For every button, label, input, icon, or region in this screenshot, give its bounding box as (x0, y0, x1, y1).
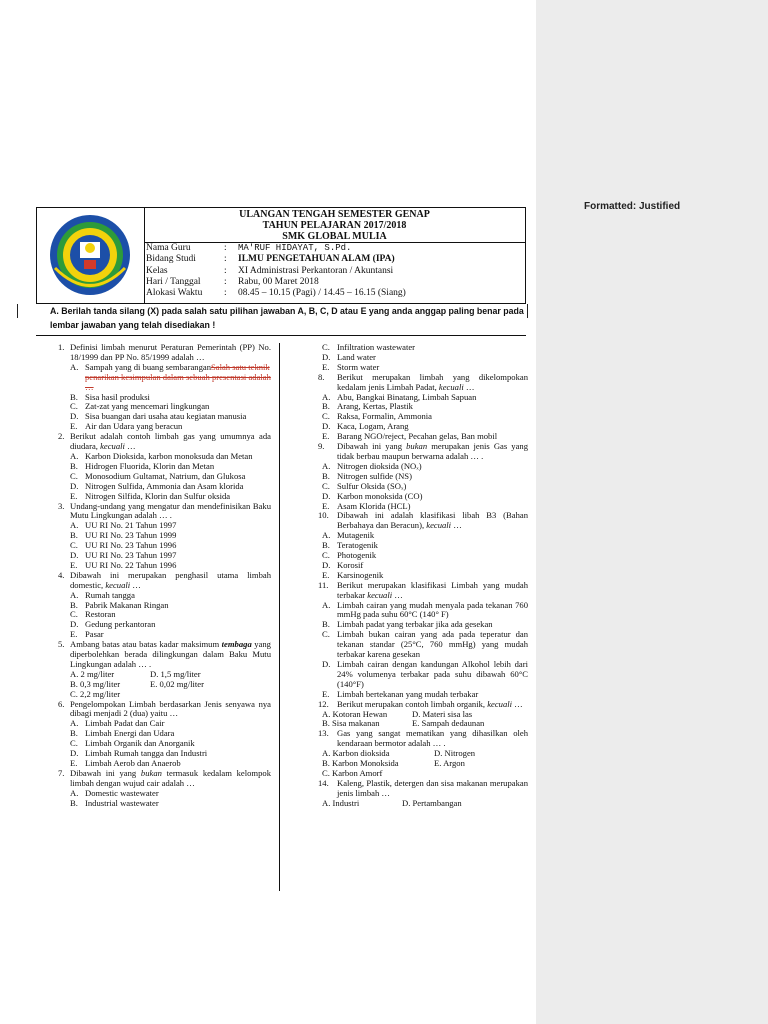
option-text: Industrial wastewater (85, 797, 159, 808)
questions-right-column (318, 343, 528, 809)
question-text-end: yang diperbolehkan berada dilingkungan dalam Baku Mutu Lingkungan adalah … . (70, 639, 271, 669)
question-text: Undang-undang yang mengatur dan mendefinisikan Baku Mutu Lingkungan adalah … . (70, 500, 271, 521)
option-b[interactable]: B. Sisa makanan (322, 718, 380, 729)
option-b[interactable]: B. Sisa hasil produksi (70, 391, 150, 402)
option-a[interactable]: A. Rumah tangga (70, 589, 135, 600)
option-a[interactable]: A. Mutagenik (322, 530, 375, 541)
option-text: Gedung perkantoran (85, 619, 156, 630)
option-text: Infiltration wastewater (337, 342, 416, 352)
question-10 (318, 511, 528, 531)
question-7 (58, 769, 271, 789)
option-text: Limbah bertekanan yang mudah terbakar (337, 688, 479, 699)
option-text: Teratogenik (337, 540, 378, 551)
question-1 (58, 343, 271, 363)
formatting-comment[interactable]: Formatted: Justified (584, 201, 681, 212)
question-number: 6. (58, 698, 65, 709)
header-titles (144, 208, 525, 242)
text-cursor-marker (17, 304, 18, 318)
option-c[interactable]: C. Limbah Organik dan Anorganik (70, 738, 195, 749)
option-c[interactable]: C. Raksa, Formalin, Ammonia (322, 411, 433, 422)
option-a[interactable]: A. Nitrogen dioksida (NOₓ) (322, 460, 422, 471)
option-e[interactable]: E. Sampah dedaunan (412, 718, 485, 729)
option-text: UU RI No. 23 Tahun 1997 (85, 550, 177, 561)
option-e[interactable]: E. Asam Klorida (HCL) (322, 500, 411, 511)
option-e[interactable]: E. Storm water (322, 361, 380, 372)
option-row (322, 799, 528, 809)
question-text: Berikut merupakan limbah yang dikelompokan kedalam jenis Limbah Padat, (337, 371, 528, 392)
option-text: Limbah cairan yang mudah menyala pada tekanan 760 mmHg pada suhu 60°C (140° F) (337, 599, 528, 620)
option-text: Sisa hasil produksi (85, 391, 150, 402)
option-text: Restoran (85, 609, 116, 620)
school-logo (37, 208, 144, 303)
question-3 (58, 502, 271, 522)
option-text: Limbah bukan cairan yang ada pada teperatur dan tekanan standar (25°C, 760 mmHg) yang mudah terbakar karena gesekan (337, 629, 528, 660)
option-c[interactable]: C. Limbah bukan cairan yang ada pada teperatur dan tekanan standar (25°C, 760 mmHg) yang mudah terbakar karena gesekan (322, 629, 528, 660)
option-a[interactable]: A. Limbah Padat dan Cair (70, 718, 165, 729)
instruction-text: A. Berilah tanda silang (X) pada salah satu pilihan jawaban A, B, C, D atau E yang anda anggap paling benar pada lembar jawaban yang telah disediakan ! (50, 306, 524, 330)
exam-header (36, 207, 526, 304)
meta-label: Bidang Studi (146, 254, 196, 265)
meta-colon: : (224, 288, 227, 299)
questions-left-column (58, 343, 271, 809)
option-text: Limbah cairan dengan kandungan Alkohol lebih dari 24% volumenya terbakar pada suhu dibawah 60°C (140°F) (337, 659, 528, 689)
option-text: UU RI No. 23 Tahun 1999 (85, 530, 177, 541)
question-number: 5. (58, 639, 65, 650)
option-a[interactable]: A. Industri (322, 797, 360, 808)
option-a[interactable]: A. Abu, Bangkai Binatang, Limbah Sapuan (322, 391, 477, 402)
question-text-end: … (392, 589, 403, 600)
question-emphasis: tembaga (221, 639, 252, 650)
option-a[interactable]: A. Domestic wastewater (70, 787, 159, 798)
option-d[interactable]: D. Nitrogen (434, 748, 476, 759)
option-b[interactable]: B. Arang, Kertas, Plastik (322, 401, 413, 412)
deleted-revision-text: Salah satu teknik penarikan kesimpulan dalam sebuah presentasi adalah … (85, 361, 271, 392)
option-text: Kaca, Logam, Arang (337, 421, 409, 432)
option-text: Asam Klorida (HCL) (337, 500, 411, 511)
question-6 (58, 700, 271, 720)
option-d[interactable]: D. Limbah cairan dengan kandungan Alkohol lebih dari 24% volumenya terbakar pada suhu dibawah 60°C (140°F) (322, 659, 528, 689)
question-text: Dibawah ini yang (337, 441, 407, 452)
question-emphasis: bukan (140, 767, 162, 778)
option-e[interactable]: E. 0,02 mg/liter (150, 678, 204, 689)
question-text-end: termasuk kedalam kelompok limbah dengan wujud cair adalah … (70, 767, 271, 788)
option-b[interactable]: B. Nitrogen sulfide (NS) (322, 470, 412, 481)
exam-title: ULANGAN TENGAH SEMESTER GENAP (239, 209, 430, 220)
option-b[interactable]: B. 0,3 mg/liter (70, 678, 121, 689)
meta-label: Hari / Tanggal (146, 276, 201, 287)
question-number: 9. (318, 441, 325, 452)
question-number: 2. (58, 431, 65, 442)
question-number: 3. (58, 500, 65, 511)
question-number: 10. (318, 510, 329, 521)
option-text: Mutagenik (337, 530, 375, 541)
option-text: Nitrogen Silfida, Klorin dan Sulfur oksida (85, 490, 231, 501)
option-text: Limbah Padat dan Cair (85, 718, 165, 729)
option-d[interactable]: D. UU RI No. 23 Tahun 1997 (70, 550, 177, 561)
option-a[interactable]: A. Limbah cairan yang mudah menyala pada tekanan 760 mmHg pada suhu 60°C (140° F) (322, 599, 528, 620)
option-text: Nitrogen sulfide (NS) (337, 470, 412, 481)
option-a[interactable]: A. Karbon dioksida (322, 748, 390, 759)
question-text: Dibawah ini yang (70, 767, 141, 778)
meta-colon: : (224, 276, 227, 287)
question-emphasis: kecuali (438, 381, 464, 392)
question-5 (58, 640, 271, 670)
option-text: Nitrogen dioksida (NOₓ) (337, 460, 422, 471)
option-e[interactable]: E. Limbah bertekanan yang mudah terbakar (322, 688, 479, 699)
option-a[interactable]: A. UU RI No. 21 Tahun 1997 (70, 520, 177, 531)
option-a[interactable]: A. Sampah yang di buang sembaranganSalah satu teknik penarikan kesimpulan dalam sebuah presentasi adalah … (70, 361, 271, 392)
question-13 (318, 729, 528, 749)
option-text: Monosodium Gultamat, Natrium, dan Glukosa (85, 470, 246, 481)
meta-colon: : (224, 254, 227, 265)
question-text: Definisi limbah menurut Peraturan Pemerintah (PP) No. 18/1999 dan PP No. 85/1999 adalah … (70, 342, 271, 362)
option-text: UU RI No. 23 Tahun 1996 (85, 540, 177, 551)
option-text: Korosif (337, 559, 364, 570)
option-text: Pasar (85, 629, 104, 640)
option-text: Sisa buangan dari usaha atau kegiatan manusia (85, 411, 247, 422)
option-text: Limbah Organik dan Anorganik (85, 738, 195, 749)
question-2 (58, 432, 271, 452)
option-text: Photogenik (337, 550, 377, 561)
question-number: 8. (318, 371, 325, 382)
option-e[interactable]: E. Barang NGO/reject, Pecahan gelas, Ban mobil (322, 431, 498, 442)
question-text: Berikut merupakan contoh limbah organik, (337, 698, 488, 709)
meta-label: Kelas (146, 265, 168, 276)
meta-label: Alokasi Waktu (146, 288, 203, 299)
option-text: Karsinogenik (337, 569, 384, 580)
option-text: Sulfur Oksida (SOₓ) (337, 480, 407, 491)
school-name: SMK GLOBAL MULIA (282, 231, 387, 242)
question-text-end: … (451, 520, 462, 531)
option-text: Abu, Bangkai Binatang, Limbah Sapuan (337, 391, 477, 402)
question-text-end: … (124, 441, 136, 452)
option-text: Karbon monoksida (CO) (337, 490, 423, 501)
option-d[interactable]: D. Materi sisa las (412, 708, 473, 719)
question-text: Dibawah ini merupakan penghasil utama limbah domestic, (70, 569, 271, 590)
option-text: Domestic wastewater (85, 787, 159, 798)
option-text: UU RI No. 22 Tahun 1996 (85, 559, 177, 570)
question-text: Gas yang sangat mematikan yang dihasilkan oleh kendaraan bermotor adalah … . (337, 728, 528, 749)
option-b[interactable]: B. Limbah Energi dan Udara (70, 728, 175, 739)
option-b[interactable]: B. Industrial wastewater (70, 797, 159, 808)
question-number: 1. (58, 342, 65, 352)
column-divider (279, 343, 280, 891)
option-c[interactable]: C. Restoran (70, 609, 116, 620)
meta-label: Nama Guru (146, 243, 191, 253)
question-text: Kaleng, Plastik, detergen dan sisa makanan merupakan jenis limbah … (337, 777, 528, 798)
question-11 (318, 581, 528, 601)
comments-pane (536, 0, 768, 1024)
meta-value: 08.45 – 10.15 (Pagi) / 14.45 – 16.15 (Siang) (238, 288, 406, 299)
option-c[interactable]: C. 2,2 mg/liter (70, 688, 121, 699)
option-e[interactable]: E. Argon (434, 758, 465, 769)
question-text: Berikut adalah contoh limbah gas yang umumnya ada diudara, (70, 431, 271, 452)
option-d[interactable]: D. Pertambangan (402, 797, 462, 808)
question-emphasis: kecuali (487, 698, 513, 709)
option-b[interactable]: B. Pabrik Makanan Ringan (70, 599, 169, 610)
option-e[interactable]: E. Air dan Udara yang beracun (70, 421, 183, 432)
question-text-end: … (463, 381, 475, 392)
instruction-rule (36, 335, 526, 336)
option-b[interactable]: B. Karbon Monoksida (322, 758, 399, 769)
option-c[interactable]: C. Monosodium Gultamat, Natrium, dan Glukosa (70, 470, 246, 481)
question-4 (58, 571, 271, 591)
option-text: Hidrogen Fluorida, Klorin dan Metan (85, 460, 215, 471)
meta-value: Rabu, 00 Maret 2018 (238, 276, 319, 287)
option-b[interactable]: B. Limbah padat yang terbakar jika ada gesekan (322, 619, 493, 630)
option-e[interactable]: E. Karsinogenik (322, 569, 384, 580)
option-d[interactable]: D. Land water (322, 351, 376, 362)
question-number: 11. (318, 579, 329, 590)
option-d[interactable]: D. Gedung perkantoran (70, 619, 156, 630)
option-d[interactable]: D. 1,5 mg/liter (150, 668, 201, 679)
option-text: Sampah yang di buang sembarangan (85, 361, 212, 372)
option-text: UU RI No. 21 Tahun 1997 (85, 520, 177, 531)
question-text: Dibawah ini adalah klasifikasi libah B3 (Bahan Berbahaya dan Beracun), (337, 510, 528, 531)
meta-value: MA'RUF HIDAYAT, S.Pd. (238, 243, 352, 253)
option-text: Pabrik Makanan Ringan (85, 599, 169, 610)
option-c[interactable]: C. Karbon Amorf (322, 767, 383, 778)
option-text: Karbon Dioksida, karbon monoksuda dan Metan (85, 450, 253, 461)
meta-colon: : (224, 265, 227, 276)
option-c[interactable]: C. Zat-zat yang mencemari lingkungan (70, 401, 210, 412)
option-d[interactable]: D. Nitrogen Sulfida, Ammonia dan Asam klorida (70, 480, 244, 491)
option-d[interactable]: D. Sisa buangan dari usaha atau kegiatan manusia (70, 411, 247, 422)
question-text-end: … (130, 579, 141, 590)
question-text: Pengelompokan Limbah berdasarkan Jenis senyawa nya dibagi menjadi 2 (dua) yaitu … (70, 698, 271, 719)
question-text: Ambang batas atau batas kadar maksimum (70, 639, 222, 650)
option-c[interactable]: C. Photogenik (322, 550, 377, 561)
option-text: Zat-zat yang mencemari lingkungan (85, 401, 210, 412)
option-a[interactable]: A. 2 mg/liter (70, 668, 115, 679)
question-number: 7. (58, 767, 65, 778)
question-number: 4. (58, 569, 65, 580)
option-text: Limbah Energi dan Udara (85, 728, 175, 739)
question-number: 12. (318, 698, 329, 709)
option-c[interactable]: C. UU RI No. 23 Tahun 1996 (70, 540, 177, 551)
option-text: Land water (337, 351, 376, 362)
question-number: 14. (318, 777, 329, 788)
option-c[interactable]: C. Sulfur Oksida (SOₓ) (322, 480, 407, 491)
option-d[interactable]: D. Karbon monoksida (CO) (322, 490, 423, 501)
question-text: Berikut merupakan klasifikasi Limbah yang mudah terbakar (337, 579, 528, 600)
question-9 (318, 442, 528, 462)
option-d[interactable]: D. Kaca, Logam, Arang (322, 421, 409, 432)
option-e[interactable]: E. Limbah Aerob dan Anaerob (70, 758, 181, 769)
option-text: Arang, Kertas, Plastik (337, 401, 413, 412)
option-text: Storm water (337, 361, 380, 372)
option-e[interactable]: E. UU RI No. 22 Tahun 1996 (70, 559, 177, 570)
academic-year: TAHUN PELAJARAN 2017/2018 (262, 220, 407, 231)
option-b[interactable]: B. Teratogenik (322, 540, 378, 551)
option-text: Air dan Udara yang beracun (85, 421, 183, 432)
option-a[interactable]: A. Kotoran Hewan (322, 708, 388, 719)
question-number: 13. (318, 728, 329, 739)
meta-value: ILMU PENGETAHUAN ALAM (IPA) (238, 254, 395, 265)
option-text: Limbah Aerob dan Anaerob (85, 758, 181, 769)
option-text: Barang NGO/reject, Pecahan gelas, Ban mobil (337, 431, 498, 442)
question-emphasis: bukan (406, 441, 428, 452)
question-emphasis: kecuali (100, 441, 125, 452)
question-text-end: … (512, 698, 523, 709)
question-14 (318, 779, 528, 799)
question-emphasis: kecuali (367, 589, 393, 600)
meta-colon: : (224, 243, 227, 253)
option-d[interactable]: D. Limbah Rumah tangga dan Industri (70, 748, 208, 759)
question-emphasis: kecuali (105, 579, 131, 590)
option-e[interactable]: E. Nitrogen Silfida, Klorin dan Sulfur oksida (70, 490, 231, 501)
question-8 (318, 373, 528, 393)
option-text: Limbah padat yang terbakar jika ada gesekan (337, 619, 493, 630)
option-text: Nitrogen Sulfida, Ammonia dan Asam klorida (85, 480, 244, 491)
option-b[interactable]: B. Hidrogen Fluorida, Klorin dan Metan (70, 460, 215, 471)
meta-value: XI Administrasi Perkantoran / Akuntansi (238, 265, 394, 276)
school-logo-cell (37, 208, 145, 303)
question-emphasis: kecuali (426, 520, 452, 531)
option-b[interactable]: B. UU RI No. 23 Tahun 1999 (70, 530, 177, 541)
option-text: Limbah Rumah tangga dan Industri (85, 748, 208, 759)
option-a[interactable]: A. Karbon Dioksida, karbon monoksuda dan Metan (70, 450, 253, 461)
option-c[interactable]: C. Infiltration wastewater (322, 342, 416, 352)
option-text: Rumah tangga (85, 589, 135, 600)
option-text: Raksa, Formalin, Ammonia (337, 411, 433, 422)
option-e[interactable]: E. Pasar (70, 629, 104, 640)
option-d[interactable]: D. Korosif (322, 559, 364, 570)
question-text-end: merupakan jenis Gas yang tidak berbau maupun berwarna adalah … . (337, 441, 528, 461)
